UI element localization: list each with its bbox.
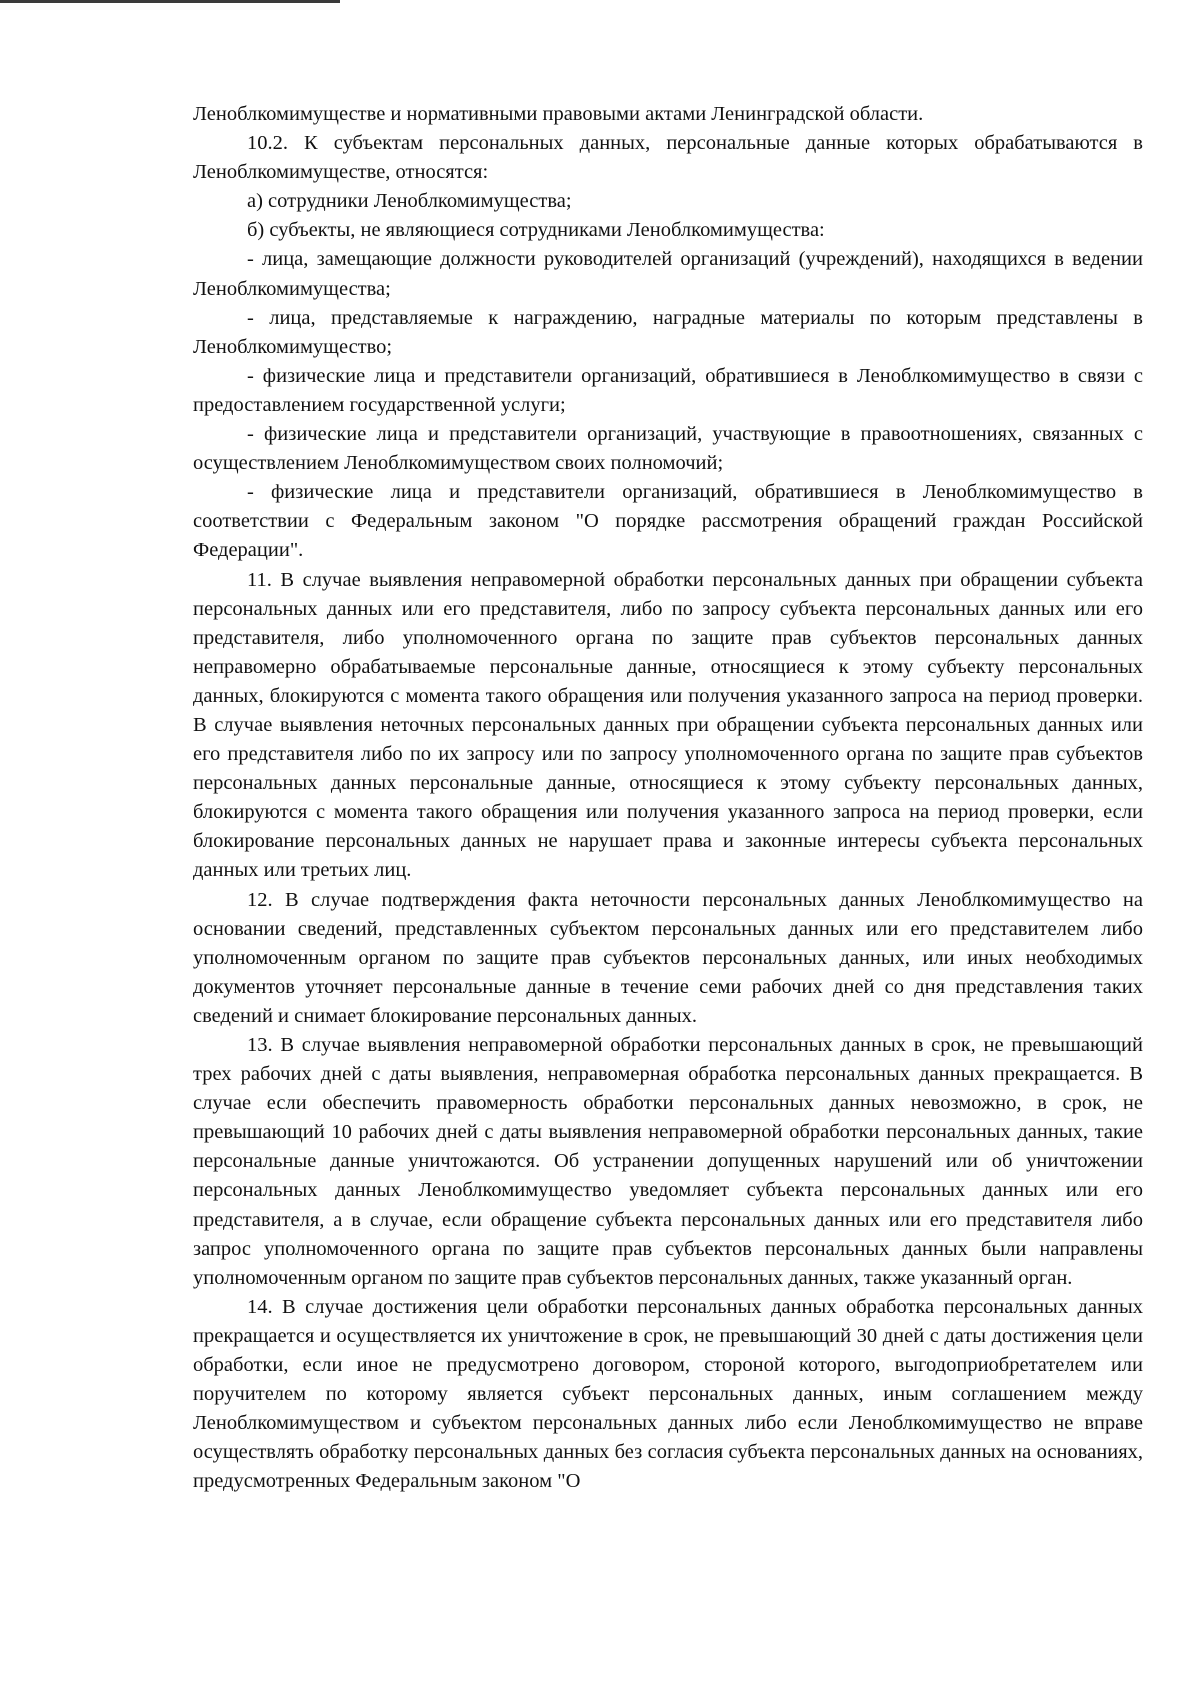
paragraph-10-2: 10.2. К субъектам персональных данных, персональные данные которых обрабатываются в Леноблкомимуществе, относятся: (193, 132, 1143, 184)
list-item-a: а) сотрудники Леноблкомимущества; (247, 190, 572, 213)
list-item-dash-2: - лица, представляемые к награждению, наградные материалы по которым представлены в Леноблкомимущество; (193, 306, 1143, 358)
list-item-dash-4: - физические лица и представители организаций, участвующие в правоотношениях, связанных с осуществлением Леноблкомимуществом своих полномочий; (193, 423, 1143, 475)
paragraph-11: 11. В случае выявления неправомерной обработки персональных данных при обращении субъекта персональных данных или его представителя, либо по запросу субъекта персональных данных или его представителя, либо уполномоченного органа по защите прав субъектов персональных данных неправомерно обрабатываемые персональные данные, относящиеся к этому субъекту персональных данных, блокируются с момента такого обращения или получения указанного запроса на период проверки. В случае выявления неточных персональных данных при обращении субъекта персональных данных или его представителя либо по их запросу или по запросу уполномоченного органа по защите прав субъектов персональных данных персональные данные, относящиеся к этому субъекту персональных данных, блокируются с момента такого обращения или получения указанного запроса на период проверки, если блокирование персональных данных не нарушает права и законные интересы субъекта персональных данных или третьих лиц. (193, 568, 1143, 882)
paragraph-12: 12. В случае подтверждения факта неточности персональных данных Леноблкомимущество на основании сведений, представленных субъектом персональных данных или его представителем либо уполномоченным органом по защите прав субъектов персональных данных, или иных необходимых документов уточняет персональные данные в течение семи рабочих дней со дня представления таких сведений и снимает блокирование персональных данных. (193, 888, 1143, 1027)
paragraph-continuation: Леноблкомимуществе и нормативными правовыми актами Ленинградской области. (193, 103, 924, 125)
list-item-dash-5: - физические лица и представители организаций, обратившиеся в Леноблкомимущество в соответствии с Федеральным законом "О порядке рассмотрения обращений граждан Российской Федерации". (193, 481, 1143, 562)
list-item-dash-3: - физические лица и представители организаций, обратившиеся в Леноблкомимущество в связи с предоставлением государственной услуги; (193, 364, 1143, 416)
document-page (193, 100, 1143, 1497)
scan-edge-mark (0, 0, 340, 3)
list-item-dash-1: - лица, замещающие должности руководителей организаций (учреждений), находящихся в ведении Леноблкомимущества; (193, 248, 1143, 300)
paragraph-14: 14. В случае достижения цели обработки персональных данных обработка персональных данных прекращается и осуществляется их уничтожение в срок, не превышающий 30 дней с даты достижения цели обработки, если иное не предусмотрено договором, стороной которого, выгодоприобретателем или поручителем по которому является субъект персональных данных, иным соглашением между Леноблкомимуществом и субъектом персональных данных либо если Леноблкомимущество не вправе осуществлять обработку персональных данных без согласия субъекта персональных данных на основаниях, предусмотренных Федеральным законом "О (193, 1295, 1143, 1493)
list-item-b: б) субъекты, не являющиеся сотрудниками Леноблкомимущества: (247, 219, 825, 242)
paragraph-13: 13. В случае выявления неправомерной обработки персональных данных в срок, не превышающий трех рабочих дней с даты выявления, неправомерная обработка персональных данных прекращается. В случае если обеспечить правомерность обработки персональных данных невозможно, в срок, не превышающий 10 рабочих дней с даты выявления неправомерной обработки персональных данных, такие персональные данные уничтожаются. Об устранении допущенных нарушений или об уничтожении персональных данных Леноблкомимущество уведомляет субъекта персональных данных или его представителя, а в случае, если обращение субъекта персональных данных или его представителя либо запрос уполномоченного органа по защите прав субъектов персональных данных были направлены уполномоченным органом по защите прав субъектов персональных данных, также указанный орган. (193, 1034, 1143, 1289)
